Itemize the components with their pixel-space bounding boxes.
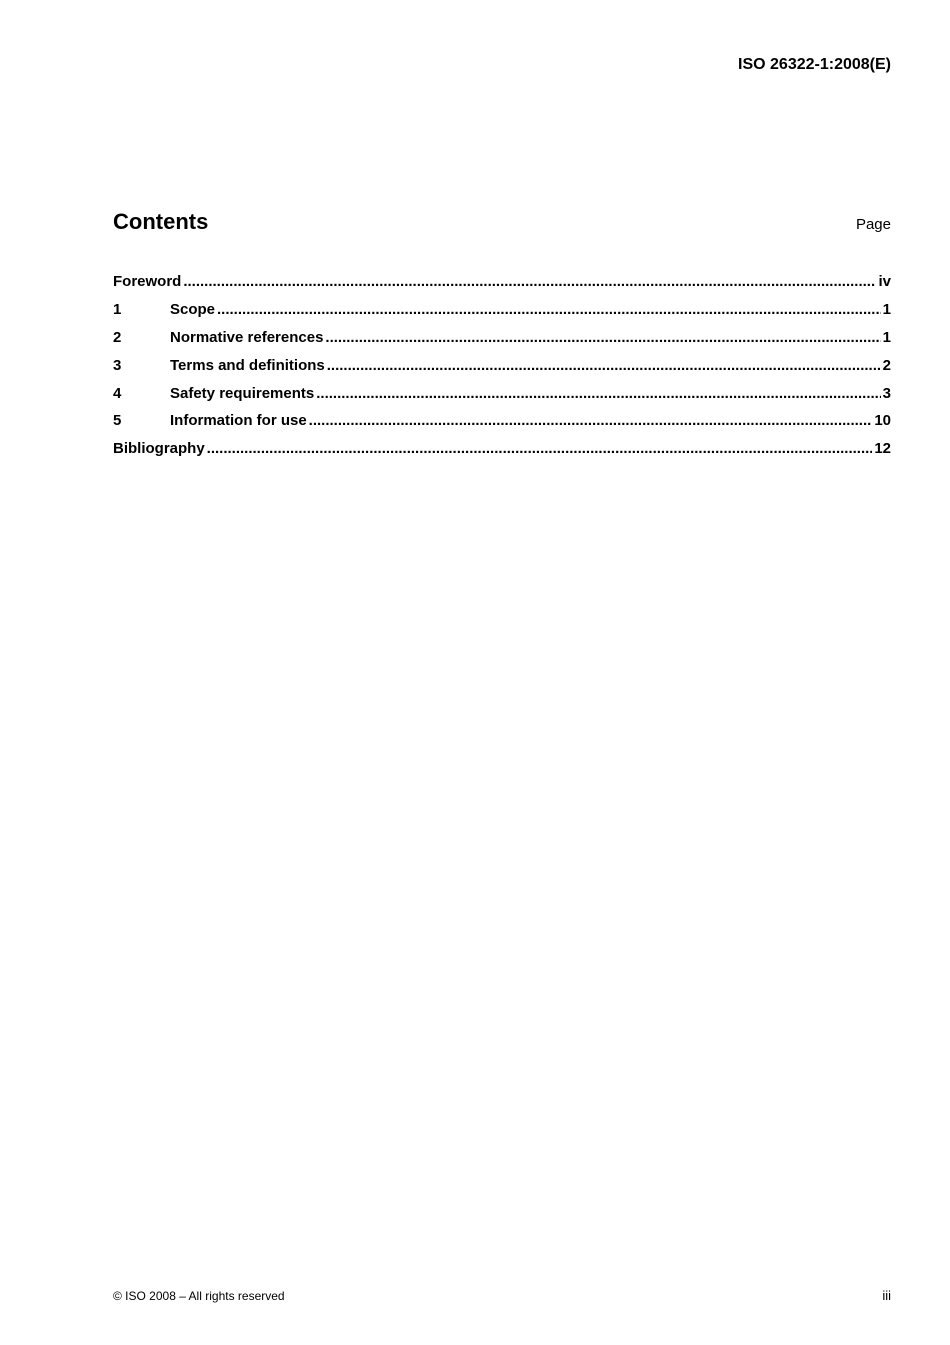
table-of-contents <box>113 268 891 463</box>
leader-dots <box>183 273 876 290</box>
leader-dots <box>217 301 881 318</box>
toc-page: 3 <box>882 384 891 402</box>
contents-title: Contents <box>113 209 209 234</box>
toc-entry[interactable] <box>113 296 891 324</box>
toc-number: 4 <box>113 384 122 402</box>
toc-page: 1 <box>882 301 891 319</box>
toc-label: Terms and definitions <box>170 356 325 374</box>
toc-page: 12 <box>874 440 891 458</box>
toc-entry-bibliography[interactable] <box>113 435 891 463</box>
toc-page: 2 <box>882 356 891 374</box>
page-column-label: Page <box>855 216 891 233</box>
toc-page: iv <box>878 273 891 291</box>
copyright-notice: © ISO 2008 – All rights reserved <box>113 1289 285 1303</box>
toc-number: 1 <box>113 301 122 319</box>
toc-page: 1 <box>882 328 891 346</box>
toc-entry-foreword[interactable] <box>113 268 891 296</box>
document-id: ISO 26322-1:2008(E) <box>738 56 891 73</box>
leader-dots <box>207 440 873 457</box>
leader-dots <box>325 329 880 346</box>
toc-label: Information for use <box>170 412 307 430</box>
toc-number: 5 <box>113 412 122 430</box>
toc-entry[interactable] <box>113 379 891 407</box>
toc-label: Safety requirements <box>170 384 315 402</box>
toc-label: Scope <box>170 301 216 319</box>
toc-entry[interactable] <box>113 351 891 379</box>
leader-dots <box>316 385 880 402</box>
toc-number: 3 <box>113 356 122 374</box>
toc-entry[interactable] <box>113 324 891 352</box>
toc-label: Bibliography <box>113 440 205 458</box>
page-number: iii <box>882 1288 891 1303</box>
toc-page: 10 <box>874 412 891 430</box>
leader-dots <box>327 357 881 374</box>
toc-label: Foreword <box>113 273 182 291</box>
toc-entry[interactable] <box>113 407 891 435</box>
leader-dots <box>309 412 873 429</box>
toc-number: 2 <box>113 328 122 346</box>
toc-label: Normative references <box>170 328 324 346</box>
